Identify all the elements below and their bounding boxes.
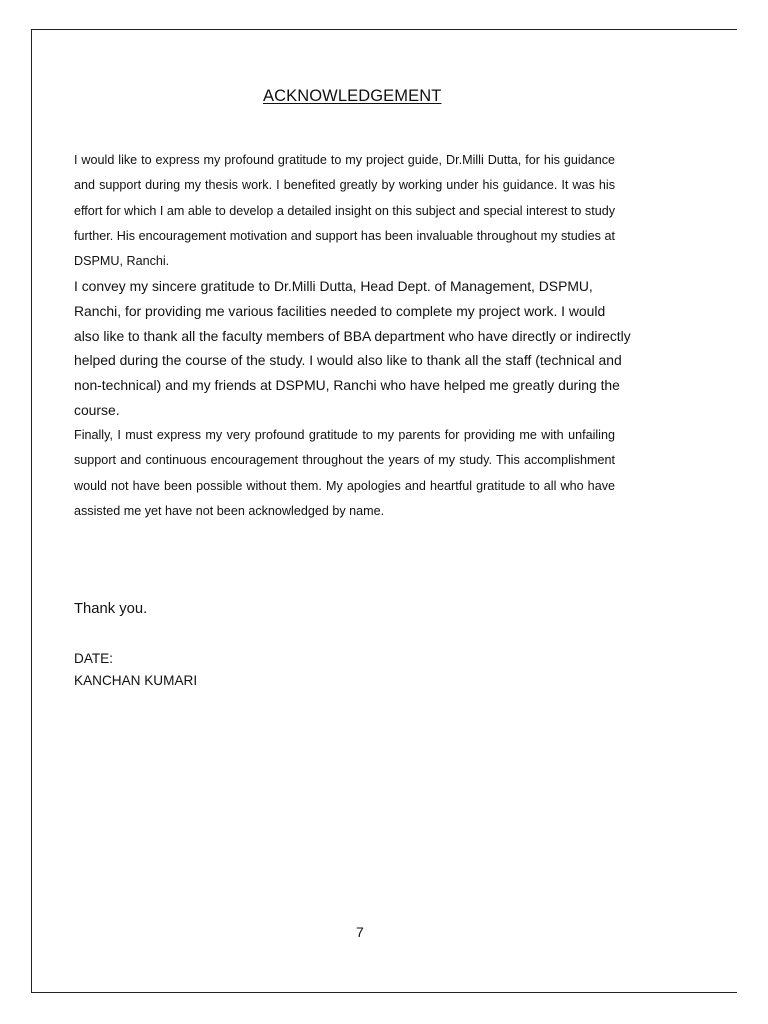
- closing-thank-you: Thank you.: [74, 601, 148, 617]
- signer-name: KANCHAN KUMARI: [74, 673, 198, 688]
- paragraph-department-gratitude: I convey my sincere gratitude to Dr.Milli Dutta, Head Dept. of Management, DSPMU, Ranchi, for providing me various facilities needed to complete my project work. I would also like to thank all the faculty members of BBA department who have directly or indirectly helped during the course of the study. I would also like to thank all the staff (technical and non-technical) and my friends at DSPMU, Ranchi who have helped me greatly during the course.: [74, 278, 631, 418]
- page-number: 7: [356, 924, 364, 940]
- paragraph-parents-gratitude: Finally, I must express my very profound gratitude to my parents for providing me with unfailing support and continuous encouragement throughout the years of my study. This accomplishment would not have been possible without them. My apologies and heartful gratitude to all who have assisted me yet have not been acknowledged by name.: [74, 428, 615, 518]
- document-title: ACKNOWLEDGEMENT: [263, 87, 442, 105]
- date-label: DATE:: [74, 651, 114, 666]
- paragraph-guide-gratitude: I would like to express my profound gratitude to my project guide, Dr.Milli Dutta, for his guidance and support during my thesis work. I benefited greatly by working under his guidance. It was his effort for which I am able to develop a detailed insight on this subject and special interest to study further. His encouragement motivation and support has been invaluable throughout my studies at DSPMU, Ranchi.: [74, 153, 615, 269]
